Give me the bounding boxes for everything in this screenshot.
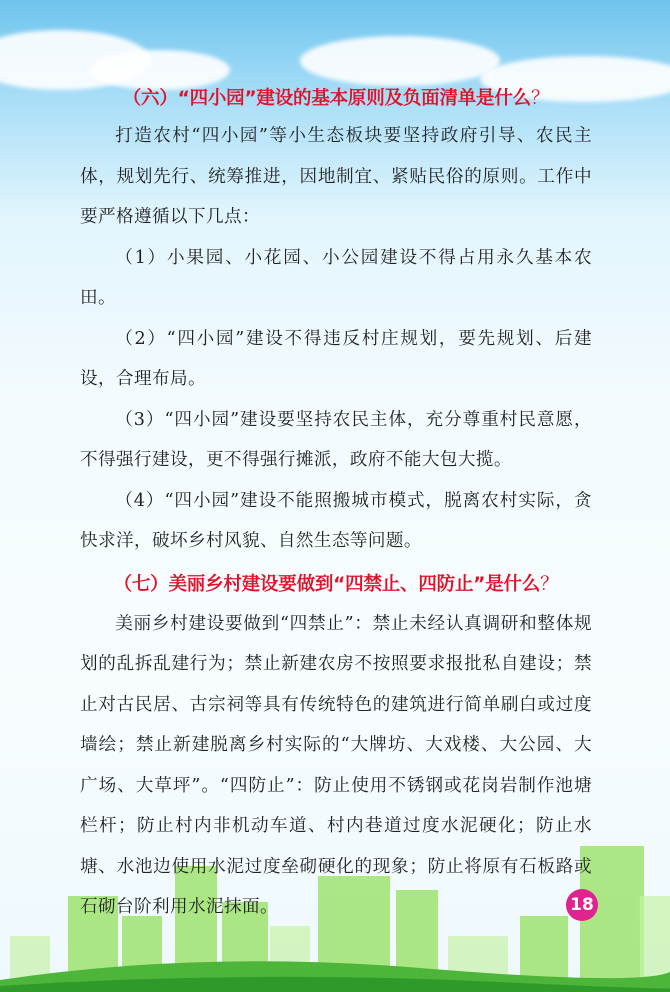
section-6-paragraph-item-2: （2）“四小园”建设不得违反村庄规划，要先规划、后建设，合理布局。 <box>80 328 592 389</box>
section-7-heading <box>80 566 592 604</box>
section-7-title: （七）美丽乡村建设要做到“四禁止、四防止”是什么 <box>113 573 541 595</box>
section-7-paragraph: 美丽乡村建设要做到“四禁止”：禁止未经认真调研和整体规划的乱拆乱建行为；禁止新建农房不按照要求报批私自建设；禁止对古民居、古宗祠等具有传统特色的建筑进行简单刷白或过度墙绘；禁止新建脱离乡村实际的“大牌坊、大戏楼、大公园、大广场、大草坪”。“四防止”：防止使用不锈钢或花岗岩制作池塘栏杆；防止村内非机动车道、村内巷道过度水泥硬化；防止水塘、水池边使用水泥过度垒砌硬化的现象；防止将原有石板路或石砌台阶利用水泥抹面。 <box>80 613 592 917</box>
section-7-question-mark: ？ <box>540 573 559 595</box>
page-content <box>80 78 592 928</box>
section-6-paragraph-item-1: （1）小果园、小花园、小公园建设不得占用永久基本农田。 <box>80 247 592 308</box>
page-number-badge: 18 <box>566 889 598 921</box>
section-6-heading <box>80 82 592 116</box>
section-6-paragraph-item-4: （4）“四小园”建设不能照搬城市模式，脱离农村实际，贪快求洋，破坏乡村风貌、自然生态等问题。 <box>80 490 592 551</box>
section-6-paragraph-intro: 打造农村“四小园”等小生态板块要坚持政府引导、农民主体，规划先行、统筹推进，因地制宜、紧贴民俗的原则。工作中要严格遵循以下几点： <box>80 126 592 227</box>
section-6-title: （六）“四小园”建设的基本原则及负面清单是什么 <box>122 88 531 109</box>
section-6-paragraph-item-3: （3）“四小园”建设要坚持农民主体，充分尊重村民意愿，不得强行建设，更不得强行摊派，政府不能大包大揽。 <box>80 409 592 470</box>
section-6-question-mark: ？ <box>530 88 550 109</box>
